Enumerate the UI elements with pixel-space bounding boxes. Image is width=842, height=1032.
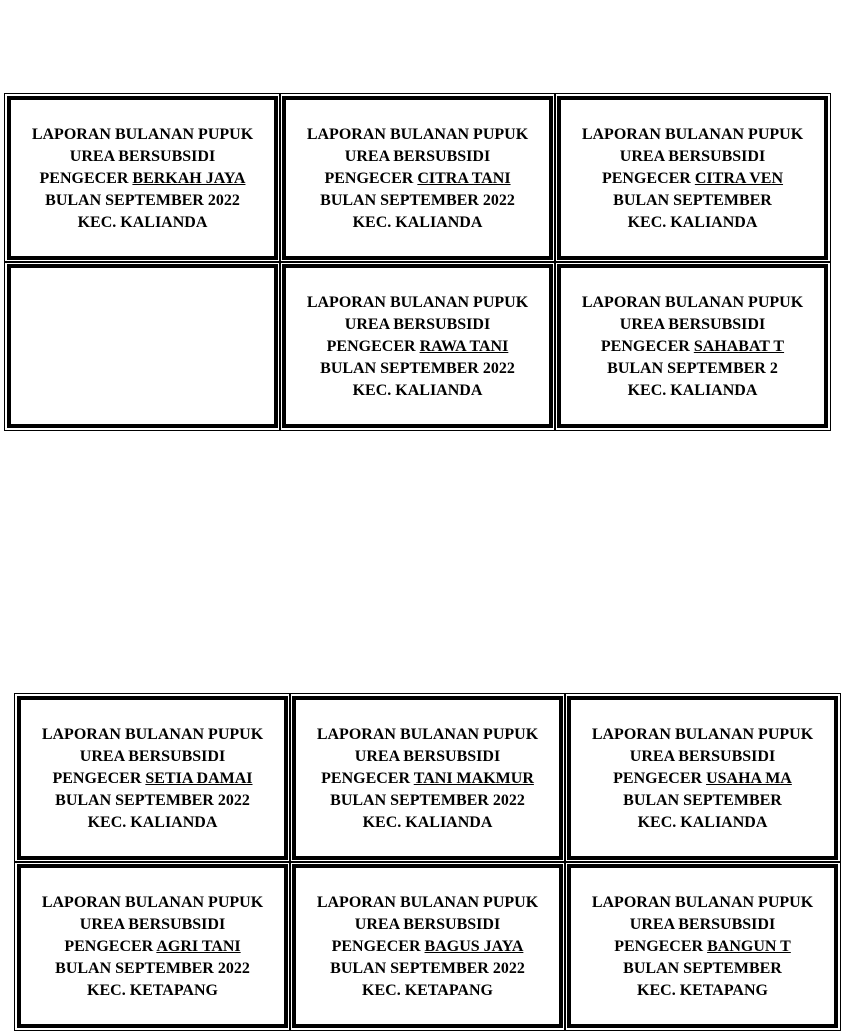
label-title-line: LAPORAN BULANAN PUPUK (591, 726, 814, 743)
label-grid-top (7, 96, 832, 432)
label-district-line: KEC. KALIANDA (362, 814, 493, 831)
pengecer-prefix: PENGECER (52, 770, 146, 787)
label-title-line: LAPORAN BULANAN PUPUK (581, 126, 804, 143)
label-month-line: BULAN SEPTEMBER 2022 (330, 792, 525, 809)
label-district-line: KEC. KALIANDA (637, 814, 768, 831)
label-grid-bottom (17, 696, 842, 1032)
label-district-line: KEC. KALIANDA (627, 382, 758, 399)
label-title-line: LAPORAN BULANAN PUPUK (31, 126, 254, 143)
shop-name: SAHABAT T (693, 338, 785, 355)
shop-name: RAWA TANI (419, 338, 509, 355)
label-subtitle-line: UREA BERSUBSIDI (344, 316, 491, 333)
label-card (17, 864, 288, 1028)
label-card (557, 264, 828, 428)
label-pengecer-line (602, 168, 783, 190)
label-subtitle-line: UREA BERSUBSIDI (354, 916, 501, 933)
shop-name: BAGUS JAYA (424, 938, 524, 955)
label-district-line: KEC. KALIANDA (352, 382, 483, 399)
label-month-line: BULAN SEPTEMBER (623, 960, 782, 977)
label-month-line: BULAN SEPTEMBER 2022 (45, 192, 240, 209)
label-card (292, 864, 563, 1028)
label-title-line: LAPORAN BULANAN PUPUK (41, 726, 264, 743)
pengecer-prefix: PENGECER (324, 170, 418, 187)
pengecer-prefix: PENGECER (601, 170, 695, 187)
label-month-line: BULAN SEPTEMBER 2022 (55, 792, 250, 809)
label-subtitle-line: UREA BERSUBSIDI (354, 748, 501, 765)
label-district-line: KEC. KETAPANG (87, 982, 218, 999)
shop-name: TANI MAKMUR (413, 770, 534, 787)
label-card (292, 696, 563, 860)
label-card (567, 864, 838, 1028)
shop-name: BANGUN T (707, 938, 791, 955)
label-month-line: BULAN SEPTEMBER (613, 192, 772, 209)
label-card (7, 96, 278, 260)
label-month-line: BULAN SEPTEMBER (623, 792, 782, 809)
pengecer-prefix: PENGECER (600, 338, 694, 355)
label-pengecer-line (64, 936, 240, 958)
label-subtitle-line: UREA BERSUBSIDI (629, 916, 776, 933)
label-pengecer-line (332, 936, 524, 958)
label-title-line: LAPORAN BULANAN PUPUK (306, 294, 529, 311)
label-pengecer-line (40, 168, 246, 190)
label-card (567, 696, 838, 860)
label-district-line: KEC. KALIANDA (87, 814, 218, 831)
pengecer-prefix: PENGECER (64, 938, 157, 955)
label-title-line: LAPORAN BULANAN PUPUK (581, 294, 804, 311)
label-district-line: KEC. KETAPANG (637, 982, 768, 999)
label-month-line: BULAN SEPTEMBER 2 (607, 360, 778, 377)
shop-name: BERKAH JAYA (132, 170, 246, 187)
label-subtitle-line: UREA BERSUBSIDI (344, 148, 491, 165)
label-title-line: LAPORAN BULANAN PUPUK (41, 894, 264, 911)
pengecer-prefix: PENGECER (613, 770, 707, 787)
pengecer-prefix: PENGECER (614, 938, 708, 955)
pengecer-prefix: PENGECER (326, 338, 420, 355)
pengecer-prefix: PENGECER (321, 770, 414, 787)
label-subtitle-line: UREA BERSUBSIDI (79, 916, 226, 933)
label-pengecer-line (614, 936, 791, 958)
shop-name: USAHA MA (706, 770, 792, 787)
label-card (282, 264, 553, 428)
label-pengecer-line (327, 336, 509, 358)
label-district-line: KEC. KETAPANG (362, 982, 493, 999)
label-district-line: KEC. KALIANDA (77, 214, 208, 231)
label-month-line: BULAN SEPTEMBER 2022 (320, 360, 515, 377)
label-title-line: LAPORAN BULANAN PUPUK (591, 894, 814, 911)
label-pengecer-line (601, 336, 784, 358)
label-card (282, 96, 553, 260)
label-pengecer-line (321, 768, 534, 790)
label-title-line: LAPORAN BULANAN PUPUK (316, 726, 539, 743)
shop-name: CITRA TANI (417, 170, 511, 187)
label-card (17, 696, 288, 860)
shop-name: CITRA VEN (694, 170, 784, 187)
shop-name: SETIA DAMAI (145, 770, 253, 787)
label-month-line: BULAN SEPTEMBER 2022 (330, 960, 525, 977)
label-subtitle-line: UREA BERSUBSIDI (79, 748, 226, 765)
label-title-line: LAPORAN BULANAN PUPUK (306, 126, 529, 143)
label-subtitle-line: UREA BERSUBSIDI (69, 148, 216, 165)
label-title-line: LAPORAN BULANAN PUPUK (316, 894, 539, 911)
label-subtitle-line: UREA BERSUBSIDI (629, 748, 776, 765)
label-district-line: KEC. KALIANDA (627, 214, 758, 231)
label-subtitle-line: UREA BERSUBSIDI (619, 316, 766, 333)
label-subtitle-line: UREA BERSUBSIDI (619, 148, 766, 165)
label-month-line: BULAN SEPTEMBER 2022 (55, 960, 250, 977)
label-card-empty (7, 264, 278, 428)
pengecer-prefix: PENGECER (39, 170, 133, 187)
label-district-line: KEC. KALIANDA (352, 214, 483, 231)
label-pengecer-line (324, 168, 510, 190)
shop-name: AGRI TANI (156, 938, 241, 955)
label-pengecer-line (613, 768, 792, 790)
label-pengecer-line (52, 768, 252, 790)
pengecer-prefix: PENGECER (331, 938, 425, 955)
label-month-line: BULAN SEPTEMBER 2022 (320, 192, 515, 209)
label-card (557, 96, 828, 260)
